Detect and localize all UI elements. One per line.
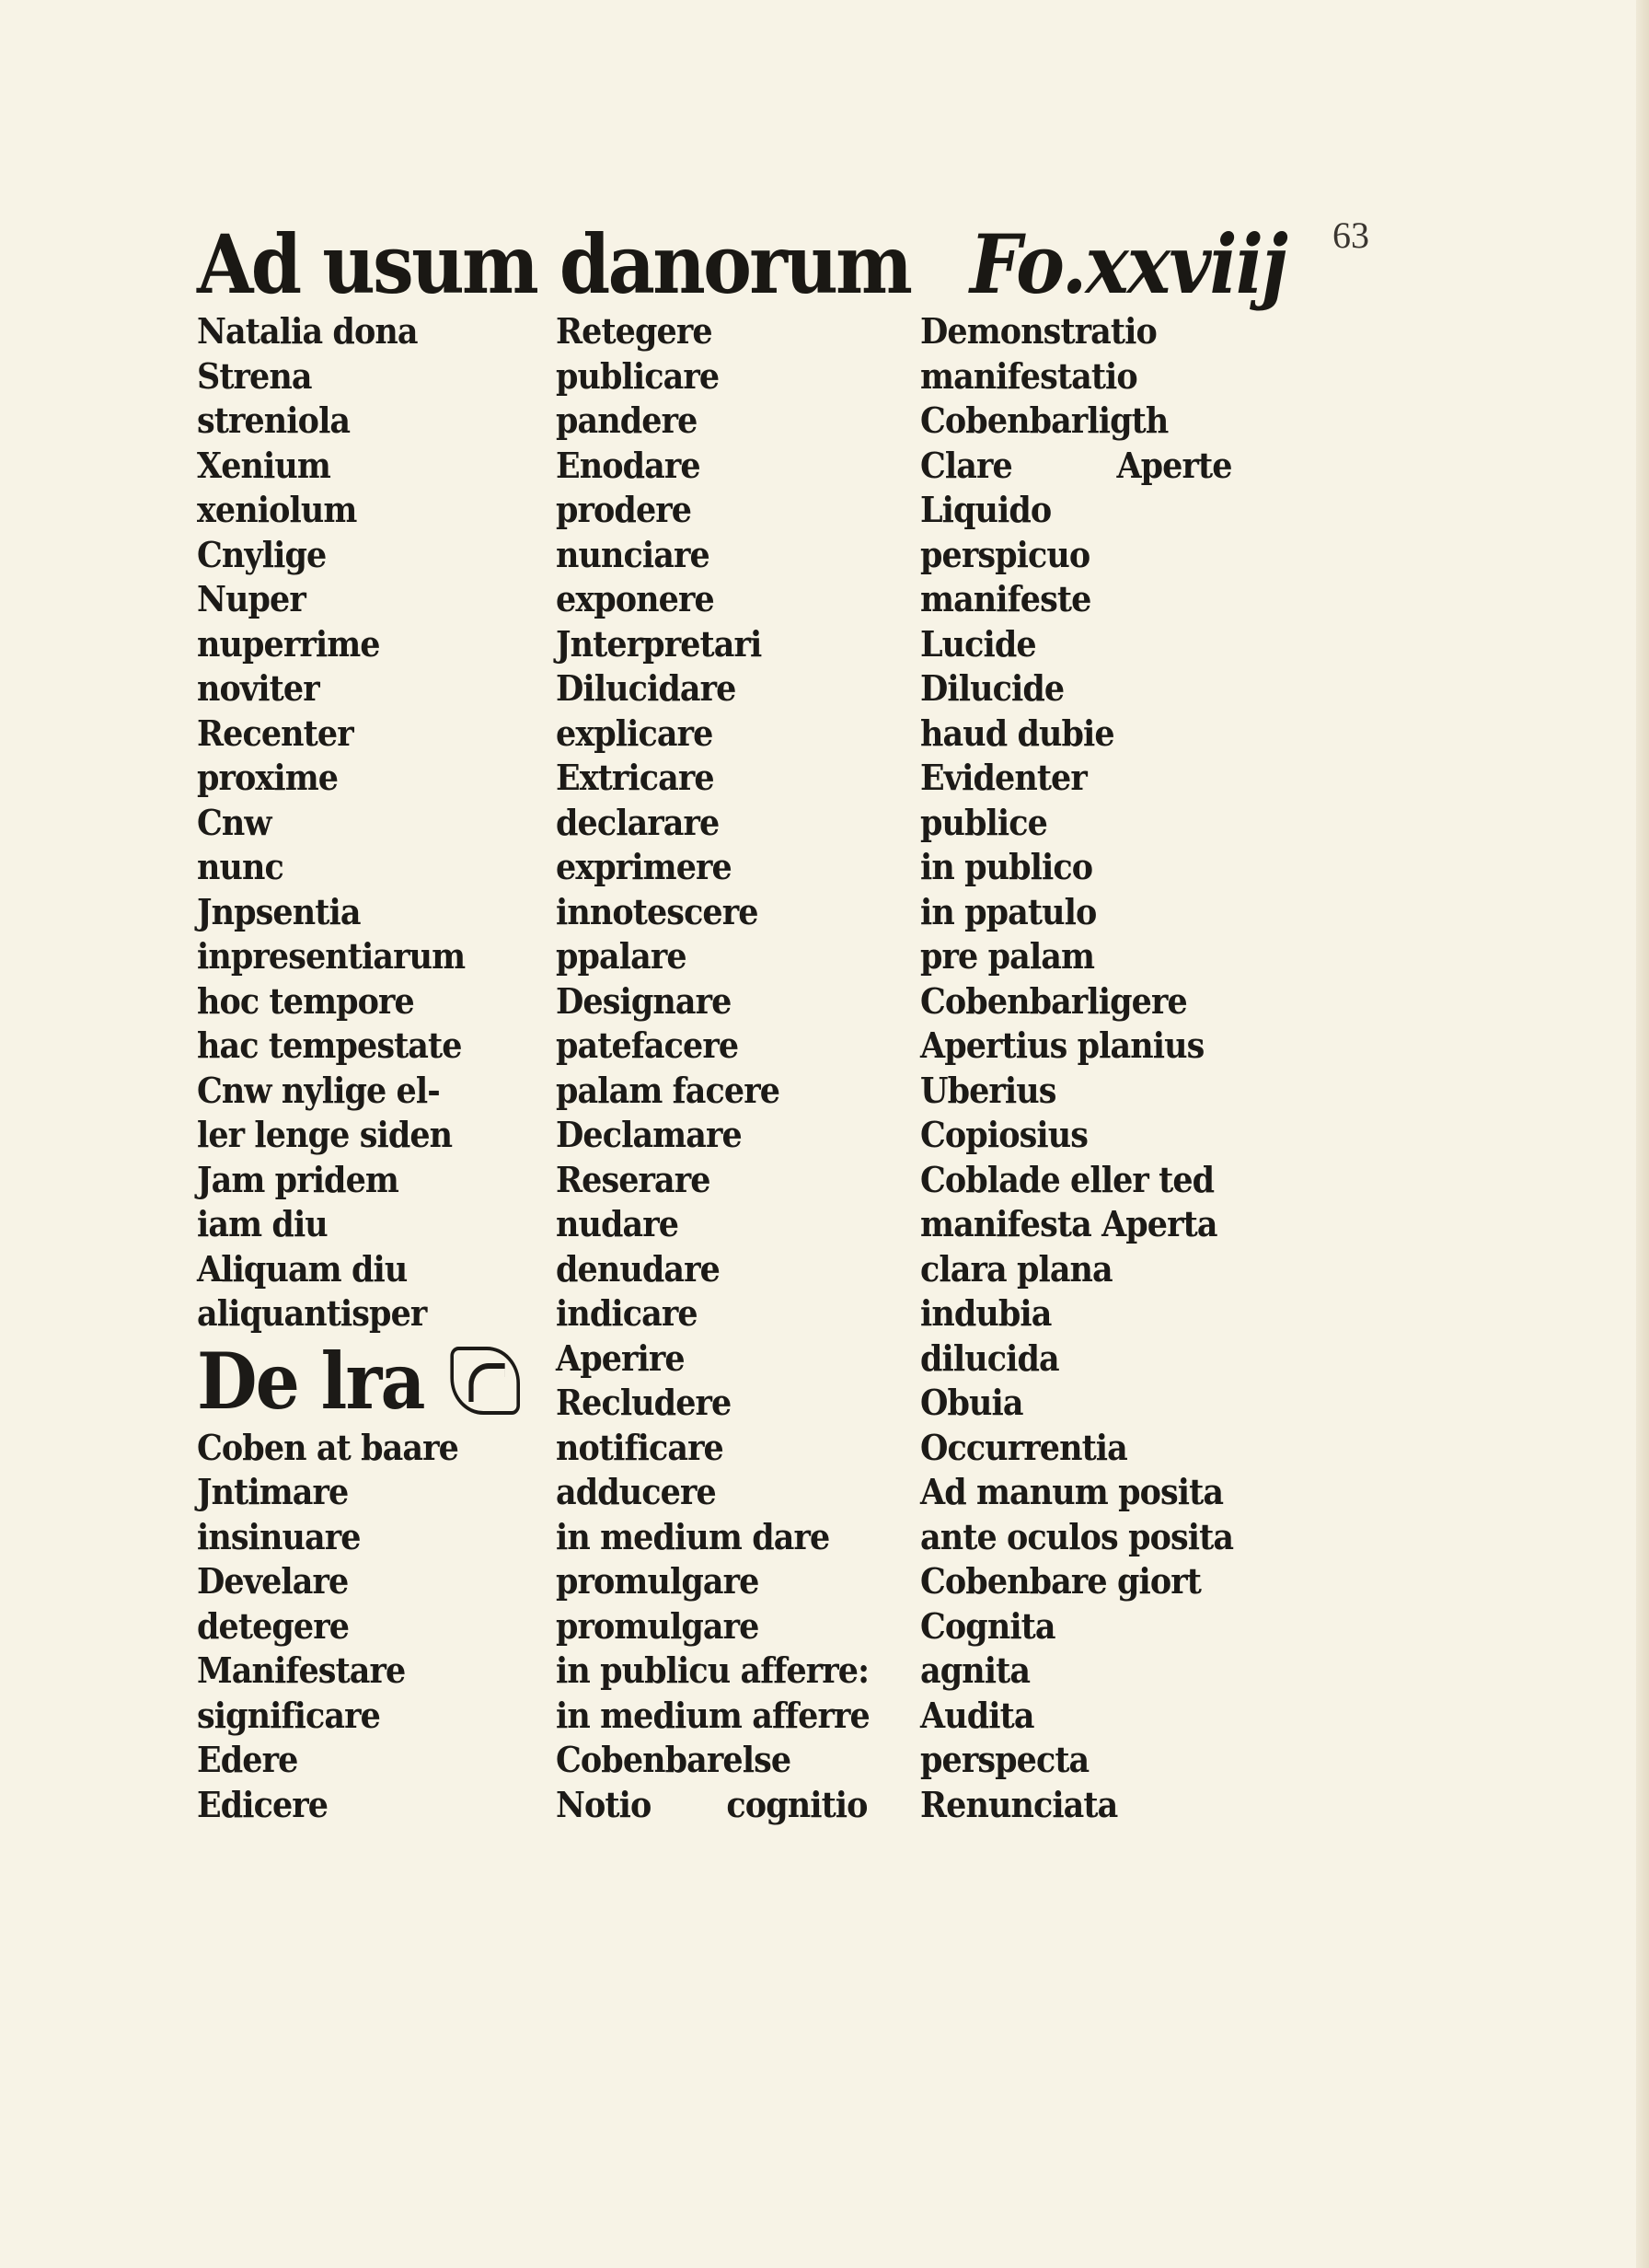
entry: streniola	[197, 399, 351, 441]
entry: manifestatio	[920, 354, 1137, 397]
entry: clara plana	[920, 1247, 1113, 1290]
entry: Xenium	[197, 444, 330, 486]
entry: Coben at baare	[197, 1426, 458, 1468]
entry: Extricare	[556, 757, 714, 798]
entry: exprimere	[556, 846, 732, 887]
entry: manifesta Aperta	[920, 1203, 1217, 1244]
entry: exponere	[556, 578, 714, 619]
entry: Audita	[920, 1694, 1034, 1736]
column-3	[920, 309, 1288, 1827]
entry: Ad manum posita	[920, 1471, 1224, 1512]
header-title: Ad usum danorum	[197, 216, 911, 312]
entry-split	[556, 1783, 868, 1828]
entry: in ppatulo	[920, 890, 1097, 932]
entry: aliquantisper	[197, 1292, 427, 1334]
entry-split	[920, 444, 1232, 489]
entry: Dilucide	[920, 667, 1065, 709]
entry: Edere	[197, 1739, 298, 1780]
entry: Cobenbare giort	[920, 1560, 1201, 1602]
entry-split-right: cognitio	[726, 1783, 868, 1825]
entry: adducere	[556, 1471, 716, 1512]
entry: Cnw nylige el-	[197, 1069, 440, 1111]
entry: Lucide	[920, 622, 1036, 665]
entry: Cobenbarelse	[556, 1739, 791, 1780]
entry: notificare	[556, 1426, 723, 1468]
entry: Occurrentia	[920, 1426, 1127, 1468]
entry: perspicuo	[920, 533, 1090, 575]
entry: Develare	[197, 1560, 349, 1602]
page-number: 63	[1332, 214, 1369, 256]
entry: Cnylige	[197, 533, 327, 575]
entry-split-left: Clare	[920, 444, 1012, 486]
entry: xeniolum	[197, 489, 357, 530]
entry: Jntimare	[197, 1471, 349, 1512]
entry: Reserare	[556, 1158, 710, 1200]
entry-split-left: Notio	[556, 1783, 652, 1825]
entry: Obuia	[920, 1382, 1023, 1423]
entry: Cognita	[920, 1604, 1055, 1647]
entry: noviter	[197, 667, 319, 709]
entry: palam facere	[556, 1069, 780, 1111]
entry: in medium dare	[556, 1515, 830, 1557]
entry: Jnpsentia	[197, 890, 361, 932]
entry: in medium afferre	[556, 1694, 870, 1736]
entry: inpresentiarum	[197, 935, 466, 977]
entry: Cobenbarligth	[920, 399, 1169, 441]
entry: hac tempestate	[197, 1024, 462, 1066]
section-heading	[197, 1336, 545, 1426]
entry: haud dubie	[920, 712, 1114, 754]
entry: nuperrime	[197, 622, 380, 665]
column-2	[556, 309, 924, 1827]
entry: Enodare	[556, 444, 700, 486]
column-2-entries	[556, 309, 924, 1783]
entry: Copiosius	[920, 1114, 1088, 1155]
column-3-entries-more	[920, 488, 1288, 1827]
entry: Evidenter	[920, 757, 1087, 798]
entry: Aliquam diu	[197, 1247, 408, 1290]
entry: ler lenge siden	[197, 1114, 453, 1155]
entry: Manifestare	[197, 1649, 406, 1691]
entry: significare	[197, 1694, 380, 1736]
section-heading-text: De lra	[197, 1335, 424, 1427]
entry: hoc tempore	[197, 979, 414, 1022]
entry: denudare	[556, 1247, 720, 1290]
entry: ppalare	[556, 935, 686, 977]
entry: insinuare	[197, 1515, 361, 1557]
entry: Demonstratio	[920, 310, 1157, 352]
entry: Liquido	[920, 489, 1052, 530]
decorated-initial-icon	[451, 1347, 521, 1415]
entry: pre palam	[920, 935, 1095, 977]
entry: Aperire	[556, 1336, 685, 1379]
entry: iam diu	[197, 1203, 328, 1244]
entry: ante oculos posita	[920, 1515, 1234, 1557]
entry: Declamare	[556, 1114, 742, 1155]
entry: nudare	[556, 1203, 679, 1244]
entry: indubia	[920, 1292, 1052, 1334]
entry: Natalia dona	[197, 310, 418, 352]
entry: innotescere	[556, 890, 758, 932]
header-folio: Fo.xxviij	[970, 216, 1286, 312]
entry-split-right: Aperte	[1116, 444, 1232, 486]
entry: nunc	[197, 846, 283, 887]
entry: Strena	[197, 354, 312, 397]
column-3-entries	[920, 309, 1288, 444]
entry: perspecta	[920, 1739, 1090, 1780]
running-header	[197, 214, 1286, 315]
entry: indicare	[556, 1292, 698, 1334]
entry: promulgare	[556, 1604, 759, 1647]
entry: Designare	[556, 979, 732, 1022]
entry: Nuper	[197, 578, 306, 619]
entry: declarare	[556, 801, 720, 843]
entry: detegere	[197, 1604, 350, 1647]
entry: Jnterpretari	[556, 622, 762, 665]
entry: Cobenbarligere	[920, 979, 1187, 1022]
entry: in publicu afferre:	[556, 1649, 870, 1691]
entry: nunciare	[556, 533, 709, 575]
entry: proxime	[197, 757, 339, 798]
entry: Renunciata	[920, 1783, 1118, 1825]
column-1	[197, 309, 583, 1827]
entry: Recenter	[197, 712, 353, 754]
entry: publice	[920, 801, 1047, 843]
page-edge	[1636, 0, 1649, 2268]
entry: pandere	[556, 399, 698, 441]
column-1-entries-after	[197, 1426, 583, 1828]
entry: patefacere	[556, 1024, 739, 1066]
entry: Uberius	[920, 1069, 1056, 1111]
column-1-entries	[197, 309, 583, 1336]
entry: Recludere	[556, 1382, 732, 1423]
entry: manifeste	[920, 578, 1091, 619]
entry: Retegere	[556, 310, 712, 352]
entry: dilucida	[920, 1336, 1059, 1379]
entry: Edicere	[197, 1783, 329, 1825]
entry: Jam pridem	[197, 1158, 398, 1200]
entry: Coblade eller ted	[920, 1158, 1215, 1200]
entry: in publico	[920, 846, 1093, 887]
entry: explicare	[556, 712, 713, 754]
entry: promulgare	[556, 1560, 759, 1602]
entry: agnita	[920, 1649, 1031, 1691]
entry: Apertius planius	[920, 1024, 1205, 1066]
entry: Cnw	[197, 801, 271, 843]
entry: Dilucidare	[556, 667, 736, 709]
entry: publicare	[556, 354, 720, 397]
entry: prodere	[556, 489, 692, 530]
